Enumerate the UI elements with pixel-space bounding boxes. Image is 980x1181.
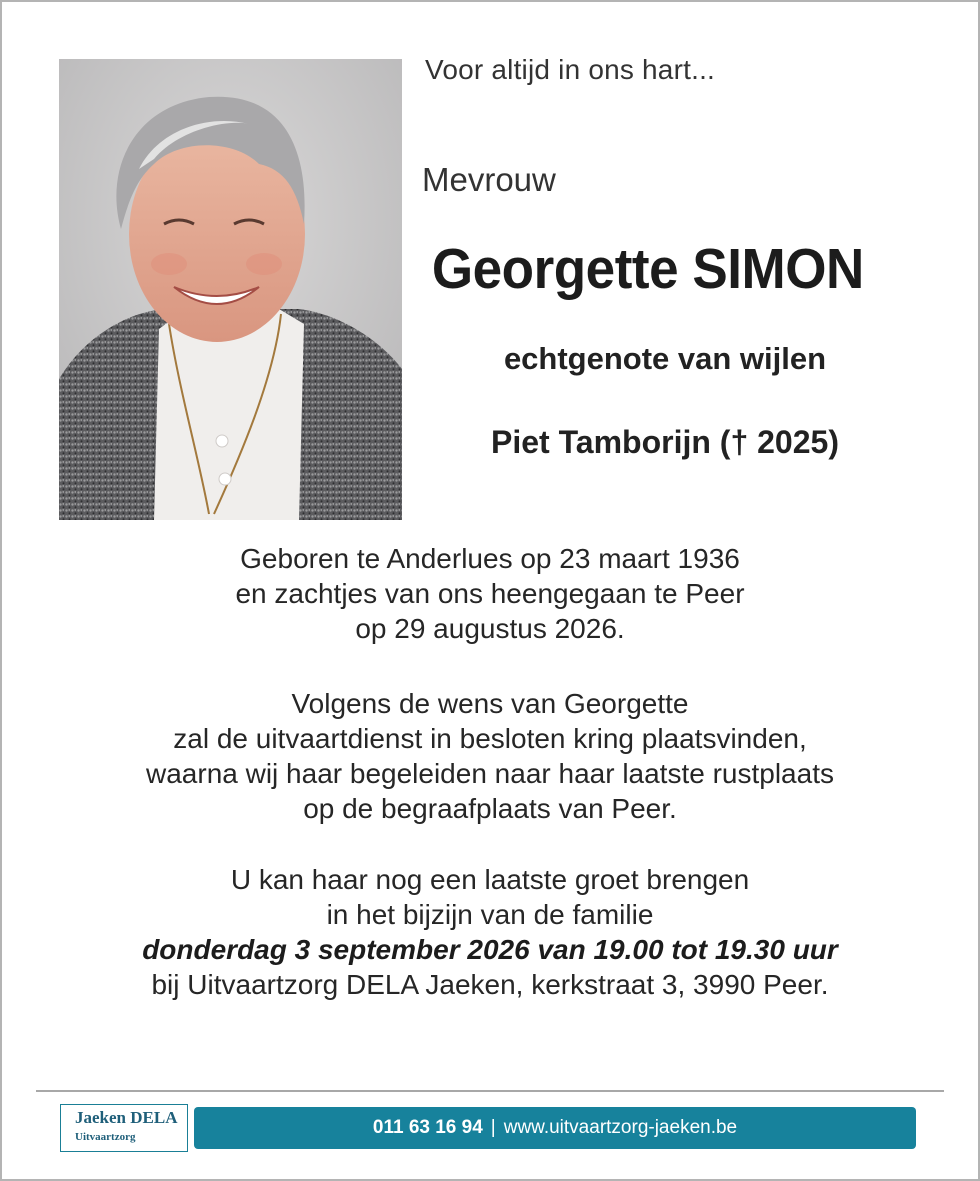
separator: | <box>490 1117 496 1138</box>
spouse-name: Piet Tamborijn († 2025) <box>491 424 839 460</box>
spouse-label: echtgenote van wijlen <box>503 341 827 376</box>
text-line: Volgens de wens van Georgette <box>291 688 689 719</box>
visitation-text <box>60 862 920 1002</box>
portrait-photo <box>59 59 402 520</box>
text-line: en zachtjes van ons heengegaan te Peer <box>235 578 745 609</box>
text-line: zal de uitvaartdienst in besloten kring plaatsvinden, <box>173 723 807 754</box>
deceased-name: Georgette SIMON <box>431 237 864 301</box>
contact-bar <box>194 1107 916 1149</box>
text-line: waarna wij haar begeleiden naar haar laatste rustplaats <box>146 758 834 789</box>
logo-subtitle: Uitvaartzorg <box>75 1131 136 1143</box>
tagline: Voor altijd in ons hart... <box>425 54 716 85</box>
logo-name: Jaeken DELA <box>75 1108 178 1127</box>
visitation-datetime: donderdag 3 september 2026 van 19.00 tot 19.30 uur <box>142 934 838 965</box>
birth-death-text <box>60 541 920 646</box>
website-link[interactable]: www.uitvaartzorg-jaeken.be <box>503 1117 738 1138</box>
phone-number[interactable]: 011 63 16 94 <box>372 1117 483 1138</box>
salutation: Mevrouw <box>422 161 556 198</box>
text-line: in het bijzijn van de familie <box>326 899 654 930</box>
visitation-location: bij Uitvaartzorg DELA Jaeken, kerkstraat 3, 3990 Peer. <box>151 969 829 1000</box>
footer-divider <box>36 1090 944 1092</box>
funeral-home-logo <box>60 1104 188 1152</box>
text-line: op de begraafplaats van Peer. <box>303 793 677 824</box>
text-line: U kan haar nog een laatste groet brengen <box>230 864 750 895</box>
text-line: op 29 augustus 2026. <box>355 613 625 644</box>
service-text <box>60 686 920 826</box>
text-line: Geboren te Anderlues op 23 maart 1936 <box>240 543 740 574</box>
